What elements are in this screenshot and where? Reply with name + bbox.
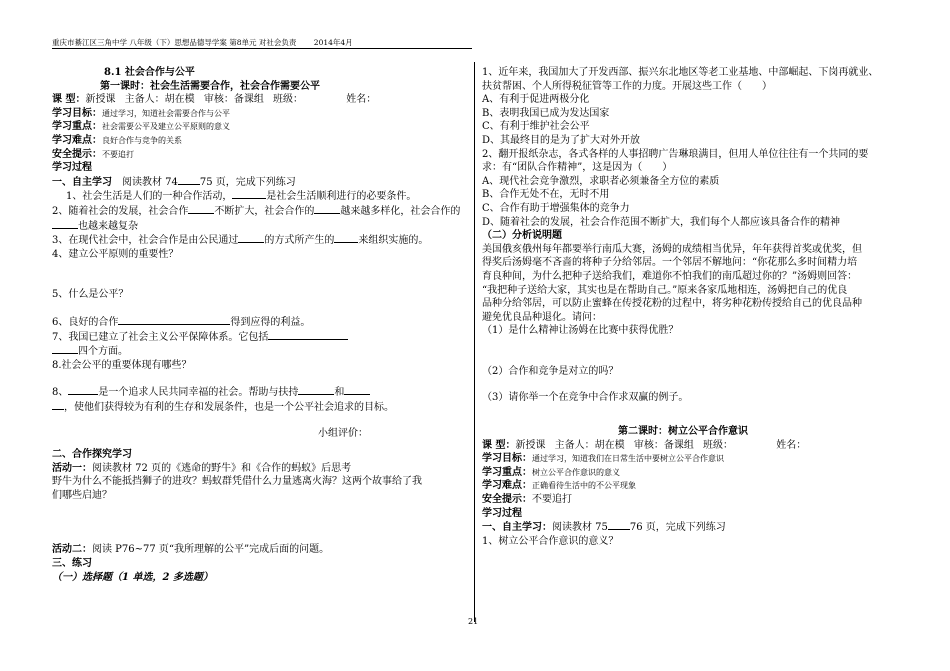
diff-label: 学习难点： (482, 480, 532, 492)
analysis-text-5: 品种分给邻居，可以防止蜜蜂在传授花粉的过程中，将劣种花粉传授给自己的优良品种 (482, 298, 862, 310)
lesson2-question-1: 1、树立公平合作意识的意义？ (482, 535, 619, 547)
analysis-text-2: 得奖后汤姆毫不吝啬的将种子分给邻居。一个邻居不解地问：“你花那么多时间精力培 (482, 257, 858, 269)
goal-text: 通过学习，知道我们在日常生活中要树立公平合作意识 (532, 454, 724, 464)
q7-b: 四个方面。 (78, 346, 128, 358)
preparer: 主备人：胡在模 (124, 94, 195, 106)
question-2 (52, 204, 472, 219)
diff-text: 良好合作与竞争的关系 (102, 135, 182, 145)
blank[interactable] (188, 204, 214, 214)
safety-text: 不要追打 (102, 149, 134, 159)
section-cooperation: 二、合作探究学习 (52, 449, 132, 461)
learning-goal (52, 107, 472, 121)
blank[interactable] (52, 344, 78, 354)
self-study-a: 阅读教材 75 (552, 522, 608, 534)
q7-a: 7、我国已建立了社会主义公平保障体系。它包括 (52, 331, 269, 343)
type-label: 课 型： (482, 439, 516, 451)
question-9-cont (52, 400, 472, 415)
question-8: 8.社会公平的重要体现有哪些？ (52, 359, 192, 371)
q6-a: 6、良好的合作 (52, 316, 119, 328)
self-study-label: 一、自主学习： (482, 522, 552, 534)
q2-c: 越来越多样化，社会合作的 (340, 205, 461, 217)
column-divider (474, 62, 475, 622)
learning-key-2 (482, 466, 902, 480)
q2-b: 不断扩大，社会合作的 (214, 205, 315, 217)
safety-label: 安全提示： (52, 148, 102, 160)
lesson2-meta (482, 439, 902, 453)
safety-label: 安全提示： (482, 494, 532, 506)
type-value: 新授课 (515, 439, 546, 451)
analysis-question-2: （2）合作和竞争是对立的吗？ (482, 365, 619, 377)
question-5: 5、什么是公平？ (52, 289, 129, 301)
key-text: 树立公平合作意识的意义 (532, 467, 620, 477)
self-study-b: 76 页，完成下列练习 (629, 522, 726, 534)
activity-1 (52, 462, 472, 476)
blank[interactable] (118, 315, 230, 325)
lesson1-meta (52, 93, 472, 107)
analysis-question-1: （1）是什么精神让汤姆在比赛中获得优胜？ (482, 325, 679, 337)
q2-a: 2、随着社会的发展，社会合作 (52, 205, 189, 217)
blank[interactable] (68, 385, 98, 395)
diff-label: 学习难点： (52, 134, 102, 146)
analysis-text-3: 育良种间，为什么把种子送给我们，难道你不怕我们的南瓜超过你的？”汤姆则回答： (482, 270, 858, 282)
diff-text: 正确看待生活中的不公平现象 (532, 481, 636, 491)
blank[interactable] (314, 204, 340, 214)
reviewer: 审核：备课组 (203, 94, 264, 106)
mc-q2-option-a: A、现代社会竞争激烈，求职者必须兼备全方位的素质 (482, 175, 720, 187)
q6-b: 得到应得的利益。 (230, 316, 311, 328)
name-label: 姓名： (776, 439, 807, 451)
section-practice: 三、练习 (52, 558, 92, 570)
safety-tip (52, 148, 472, 162)
blank[interactable] (232, 189, 266, 199)
q1-a: 1、社会生活是人们的一种合作活动， (66, 191, 233, 203)
mc-q1-option-d: D、其最终目的是为了扩大对外开放 (482, 134, 641, 146)
question-7 (52, 330, 472, 345)
q3-a: 3、在现代社会中，社会合作是由公民通过 (52, 235, 239, 247)
blank[interactable] (52, 400, 64, 410)
analysis-question-3: （3）请你举一个在竞争中合作求双赢的例子。 (482, 392, 689, 404)
type-label: 课 型： (52, 94, 86, 106)
q9-c: 和 (334, 387, 345, 399)
q3-c: 来组织实施的。 (358, 235, 429, 247)
key-text: 社会需要公平及建立公平原则的意义 (102, 122, 230, 132)
mc-q1-option-c: C、有利于维护社会公平 (482, 121, 590, 133)
analysis-text-6: 避免优良品种退化。请问： (482, 311, 602, 323)
blank[interactable] (334, 233, 358, 243)
section-title: 8.1 社会合作与公平 (104, 67, 195, 78)
class-label: 班级： (703, 439, 734, 451)
preparer: 主备人：胡在模 (554, 439, 625, 451)
mc-q2-option-d: D、随着社会的发展，社会合作范围不断扩大，我们每个人都应该具备合作的精神 (482, 216, 841, 228)
self-study-label: 一、自主学习 (52, 176, 112, 188)
lesson2-title: 第二课时：树立公平合作意识 (618, 426, 748, 438)
right-column (482, 66, 902, 548)
left-column (52, 66, 472, 584)
act1-text: 阅读教材 72 页的《逃命的野牛》和《合作的蚂蚁》后思考 (92, 462, 352, 474)
blank[interactable] (298, 385, 334, 395)
page-number: 21 (468, 617, 479, 626)
reviewer: 审核：备课组 (633, 439, 694, 451)
question-7-cont (52, 344, 472, 359)
question-4: 4、建立公平原则的重要性？ (52, 248, 179, 260)
goal-label: 学习目标： (52, 107, 102, 119)
analysis-text-1: 美国俄亥俄州每年都要举行南瓜大赛，汤姆的成绩相当优异，年年获得首奖或优奖，但 (482, 243, 862, 255)
process-heading-2: 学习过程 (482, 507, 522, 519)
q9-b: 是一个追求人民共同幸福的社会。帮助与扶持 (98, 387, 299, 399)
activity-1-q1: 野牛为什么不能抵挡狮子的进攻？蚂蚁群凭借什么力量逃离火海？这两个故事给了我 (52, 476, 422, 488)
blank[interactable] (344, 385, 370, 395)
blank[interactable] (608, 520, 630, 530)
mc-q1-line2: 扶贫帮困、个人所得税征管等工作的力度。开展这些工作（ ） (482, 80, 772, 92)
mc-q2-line2: 求：有“团队合作精神”，这是因为（ ） (482, 162, 673, 174)
act2-text: 阅读 P76~77 页“我所理解的公平”完成后面的问题。 (92, 544, 330, 556)
mc-q2-line1: 2、翻开报纸杂志，各式各样的人事招聘广告琳琅满目，但用人单位往往有一个共同的要 (482, 148, 869, 160)
mc-q2-option-c: C、合作有助于增强集体的竞争力 (482, 202, 630, 214)
learning-difficulty-2 (482, 479, 902, 493)
act2-label: 活动二： (52, 544, 92, 556)
blank[interactable] (52, 219, 78, 229)
mc-q1-line1: 1、近年来，我国加大了开发西部、振兴东北地区等老工业基地、中部崛起、下岗再就业、 (482, 67, 879, 78)
learning-key (52, 120, 472, 134)
activity-2 (52, 543, 472, 557)
self-study-2 (482, 520, 902, 535)
q3-b: 的方式所产生的 (264, 235, 335, 247)
group-evaluation: 小组评价： (318, 428, 368, 440)
analysis-heading: （二）分析说明题 (482, 230, 562, 242)
page-header: 重庆市綦江区三角中学 八年级（下）思想品德导学案 第8单元 对社会负责 2014年4月 (52, 38, 472, 49)
analysis-text-4: “我把种子送给大家，其实也是在帮助自己。”原来各家瓜地相连，汤姆把自己的优良 (482, 284, 848, 296)
key-label: 学习重点： (482, 466, 532, 478)
mc-q2-option-b: B、合作无处不在，无时不用 (482, 189, 610, 201)
q9-a: 8、 (52, 387, 69, 399)
self-study (52, 175, 472, 190)
learning-difficulty (52, 134, 472, 148)
question-6 (52, 315, 472, 330)
q1-b: 是社会生活顺利进行的必要条件。 (266, 191, 417, 203)
blank[interactable] (268, 330, 348, 340)
q2-d: 也越来越复杂 (78, 220, 138, 232)
self-study-b: 75 页，完成下列练习 (199, 176, 296, 188)
type-value: 新授课 (85, 94, 116, 106)
multiple-choice-heading: （一）选择题（1 单选，2 多选题） (52, 571, 213, 583)
name-label: 姓名： (346, 94, 377, 106)
class-label: 班级： (273, 94, 304, 106)
question-3 (52, 233, 472, 248)
safety-text: 不要追打 (532, 494, 572, 506)
mc-q1-option-a: A、有利于促进两极分化 (482, 94, 590, 106)
goal-text: 通过学习，知道社会需要合作与公平 (102, 108, 230, 118)
learning-goal-2 (482, 452, 902, 466)
mc-q1-option-b: B、表明我国已成为发达国家 (482, 107, 610, 119)
self-study-a: 阅读教材 74 (122, 176, 178, 188)
lesson1-title: 第一课时：社会生活需要合作，社会合作需要公平 (100, 80, 320, 92)
question-1 (52, 189, 472, 204)
question-9 (52, 385, 472, 400)
q9-d: ，使他们获得较为有利的生存和发展条件，也是一个公平社会追求的目标。 (64, 401, 394, 413)
safety-tip-2 (482, 493, 902, 507)
process-heading: 学习过程 (52, 162, 92, 174)
question-2-cont (52, 219, 472, 234)
blank[interactable] (178, 175, 200, 185)
act1-label: 活动一： (52, 462, 92, 474)
key-label: 学习重点： (52, 121, 102, 133)
blank[interactable] (238, 233, 264, 243)
activity-1-q2: 们哪些启迪？ (52, 489, 112, 501)
goal-label: 学习目标： (482, 453, 532, 465)
